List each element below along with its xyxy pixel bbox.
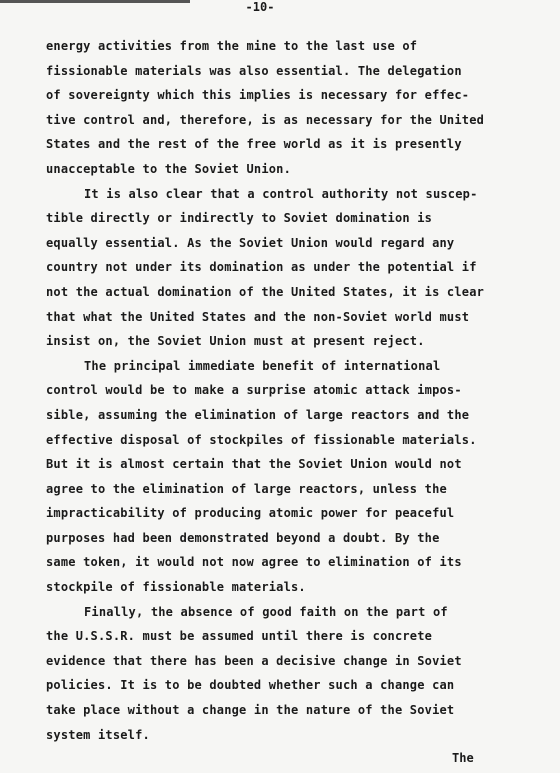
body-text bbox=[46, 34, 496, 747]
text-line: sible, assuming the elimination of large reactors and the bbox=[46, 407, 470, 422]
text-line: insist on, the Soviet Union must at present reject. bbox=[46, 334, 425, 349]
text-line: the U.S.S.R. must be assumed until there is concrete bbox=[46, 629, 433, 644]
text-line: stockpile of fissionable materials. bbox=[46, 580, 306, 595]
text-line: tible directly or indirectly to Soviet domination is bbox=[46, 211, 433, 226]
text-line: of sovereignty which this implies is necessary for effec- bbox=[46, 88, 470, 103]
paragraph-start-line: Finally, the absence of good faith on the part of bbox=[84, 604, 448, 619]
text-line: energy activities from the mine to the last use of bbox=[46, 39, 418, 53]
text-line: equally essential. As the Soviet Union would regard any bbox=[46, 235, 455, 250]
text-line: impracticability of producing atomic power for peaceful bbox=[46, 506, 455, 521]
text-line: States and the rest of the free world as it is presently bbox=[46, 137, 462, 152]
text-line: unacceptable to the Soviet Union. bbox=[46, 161, 292, 176]
text-line: same token, it would not now agree to elimination of its bbox=[46, 555, 462, 570]
text-line: country not under its domination as under the potential if bbox=[46, 260, 477, 275]
text-line: tive control and, therefore, is as necessary for the United bbox=[46, 112, 485, 127]
text-line: policies. It is to be doubted whether such a change can bbox=[46, 678, 455, 693]
top-rule bbox=[0, 0, 190, 3]
text-line: control would be to make a surprise atomic attack impos- bbox=[46, 383, 462, 398]
paragraph-start-line: The principal immediate benefit of international bbox=[84, 358, 441, 373]
text-line: But it is almost certain that the Soviet Union would not bbox=[46, 457, 462, 472]
page-number: -10- bbox=[245, 0, 275, 14]
text-line: fissionable materials was also essential. The delegation bbox=[46, 63, 462, 78]
text-line: purposes had been demonstrated beyond a doubt. By the bbox=[46, 530, 440, 545]
paragraph-start-line: It is also clear that a control authority not suscep- bbox=[84, 186, 478, 201]
text-line: effective disposal of stockpiles of fissionable materials. bbox=[46, 432, 477, 447]
text-line: agree to the elimination of large reactors, unless the bbox=[46, 481, 447, 496]
text-line: not the actual domination of the United States, it is clear bbox=[46, 284, 485, 299]
text-line: evidence that there has been a decisive change in Soviet bbox=[46, 653, 462, 668]
catchword: The bbox=[452, 751, 474, 765]
text-line: system itself. bbox=[46, 727, 150, 742]
text-line: take place without a change in the nature of the Soviet bbox=[46, 703, 455, 718]
text-line: that what the United States and the non-Soviet world must bbox=[46, 309, 470, 324]
